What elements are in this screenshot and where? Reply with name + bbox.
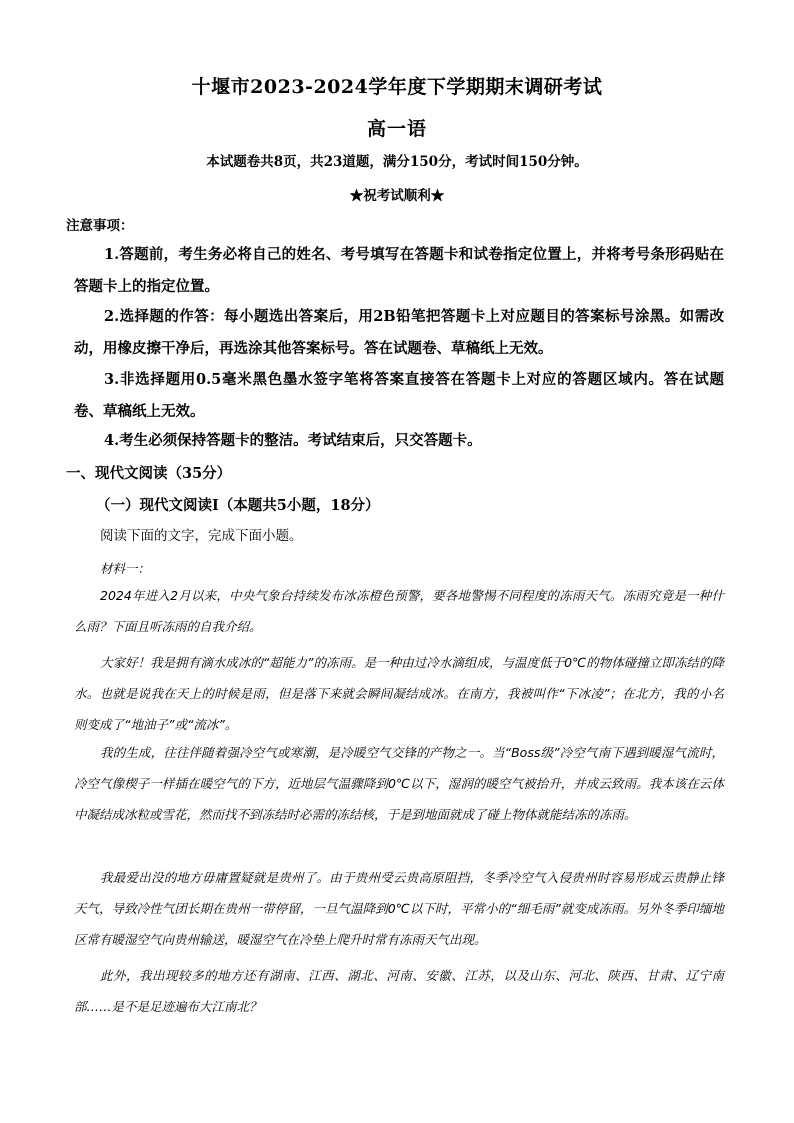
material-paragraph-3: 我的生成，往往伴随着强冷空气或寒潮，是冷暖空气交锋的产物之一。当“Boss级”冷空气南下遇到暖湿气流时，冷空气像楔子一样插在暖空气的下方，近地层气温骤降到0℃以下，湿润的暖空气被抬升，并成云致雨。我本该在云体中凝结成冰粒或雪花，然而找不到冻结时必需的冻结核，于是到地面就成了碰上物体就能结冻的冻雨。 bbox=[74, 745, 724, 822]
good-luck-line: ★祝考试顺利★ bbox=[349, 188, 445, 204]
reading-instruction: 阅读下面的文字，完成下面小题。 bbox=[100, 528, 303, 544]
exam-title: 十堰市2023-2024学年度下学期期末调研考试 bbox=[191, 76, 603, 98]
material-paragraph-1: 2024年进入2月以来，中央气象台持续发布冰冻橙色预警，要各地警惕不同程度的冻雨天气。冻雨究竟是一种什么雨？下面且听冻雨的自我介绍。 bbox=[74, 588, 724, 634]
notice-item-2: 2.选择题的作答：每小题选出答案后，用2B铅笔把答题卡上对应题目的答案标号涂黑。如需改动，用橡皮擦干净后，再选涂其他答案标号。答在试题卷、草稿纸上无效。 bbox=[74, 308, 724, 357]
material-label: 材料一： bbox=[100, 561, 151, 576]
section-heading: 一、现代文阅读（35分） bbox=[66, 465, 232, 482]
exam-info: 本试题卷共8页，共23道题，满分150分，考试时间150分钟。 bbox=[206, 154, 588, 170]
notice-item-3: 3.非选择题用0.5毫米黑色墨水签字笔将答案直接答在答题卡上对应的答题区域内。答在试题卷、草稿纸上无效。 bbox=[74, 371, 724, 420]
material-paragraph-4: 我最爱出没的地方毋庸置疑就是贵州了。由于贵州受云贵高原阻挡，冬季冷空气入侵贵州时容易形成云贵静止锋天气，导致冷性气团长期在贵州一带停留，一旦气温降到0℃以下时，平常小的“细毛雨”就变成冻雨。另外冬季印缅地区常有暖湿空气向贵州输送，暖湿空气在冷垫上爬升时常有冻雨天气出现。 bbox=[74, 870, 724, 947]
section-sub-heading: （一）现代文阅读Ⅰ（本题共5小题，18分） bbox=[96, 497, 380, 514]
notice-item-1: 1.答题前，考生务必将自己的姓名、考号填写在答题卡和试卷指定位置上，并将考号条形码贴在答题卡上的指定位置。 bbox=[74, 246, 724, 295]
material-paragraph-5: 此外，我出现较多的地方还有湖南、江西、湖北、河南、安徽、江苏，以及山东、河北、陕西、甘肃、辽宁南部……是不是足迹遍布大江南北？ bbox=[74, 968, 724, 1014]
notice-heading: 注意事项： bbox=[66, 218, 134, 234]
material-paragraph-2: 大家好！我是拥有滴水成冰的“超能力”的冻雨。是一种由过冷水滴组成，与温度低于0℃的物体碰撞立即冻结的降水。也就是说我在天上的时候是雨，但是落下来就会瞬间凝结成冰。在南方，我被叫作“下冰凌”；在北方，我的小名则变成了“地油子”或“流冰”。 bbox=[74, 655, 724, 732]
exam-subtitle: 高一语 bbox=[366, 118, 427, 140]
notice-item-4: 4.考生必须保持答题卡的整洁。考试结束后，只交答题卡。 bbox=[104, 432, 482, 449]
